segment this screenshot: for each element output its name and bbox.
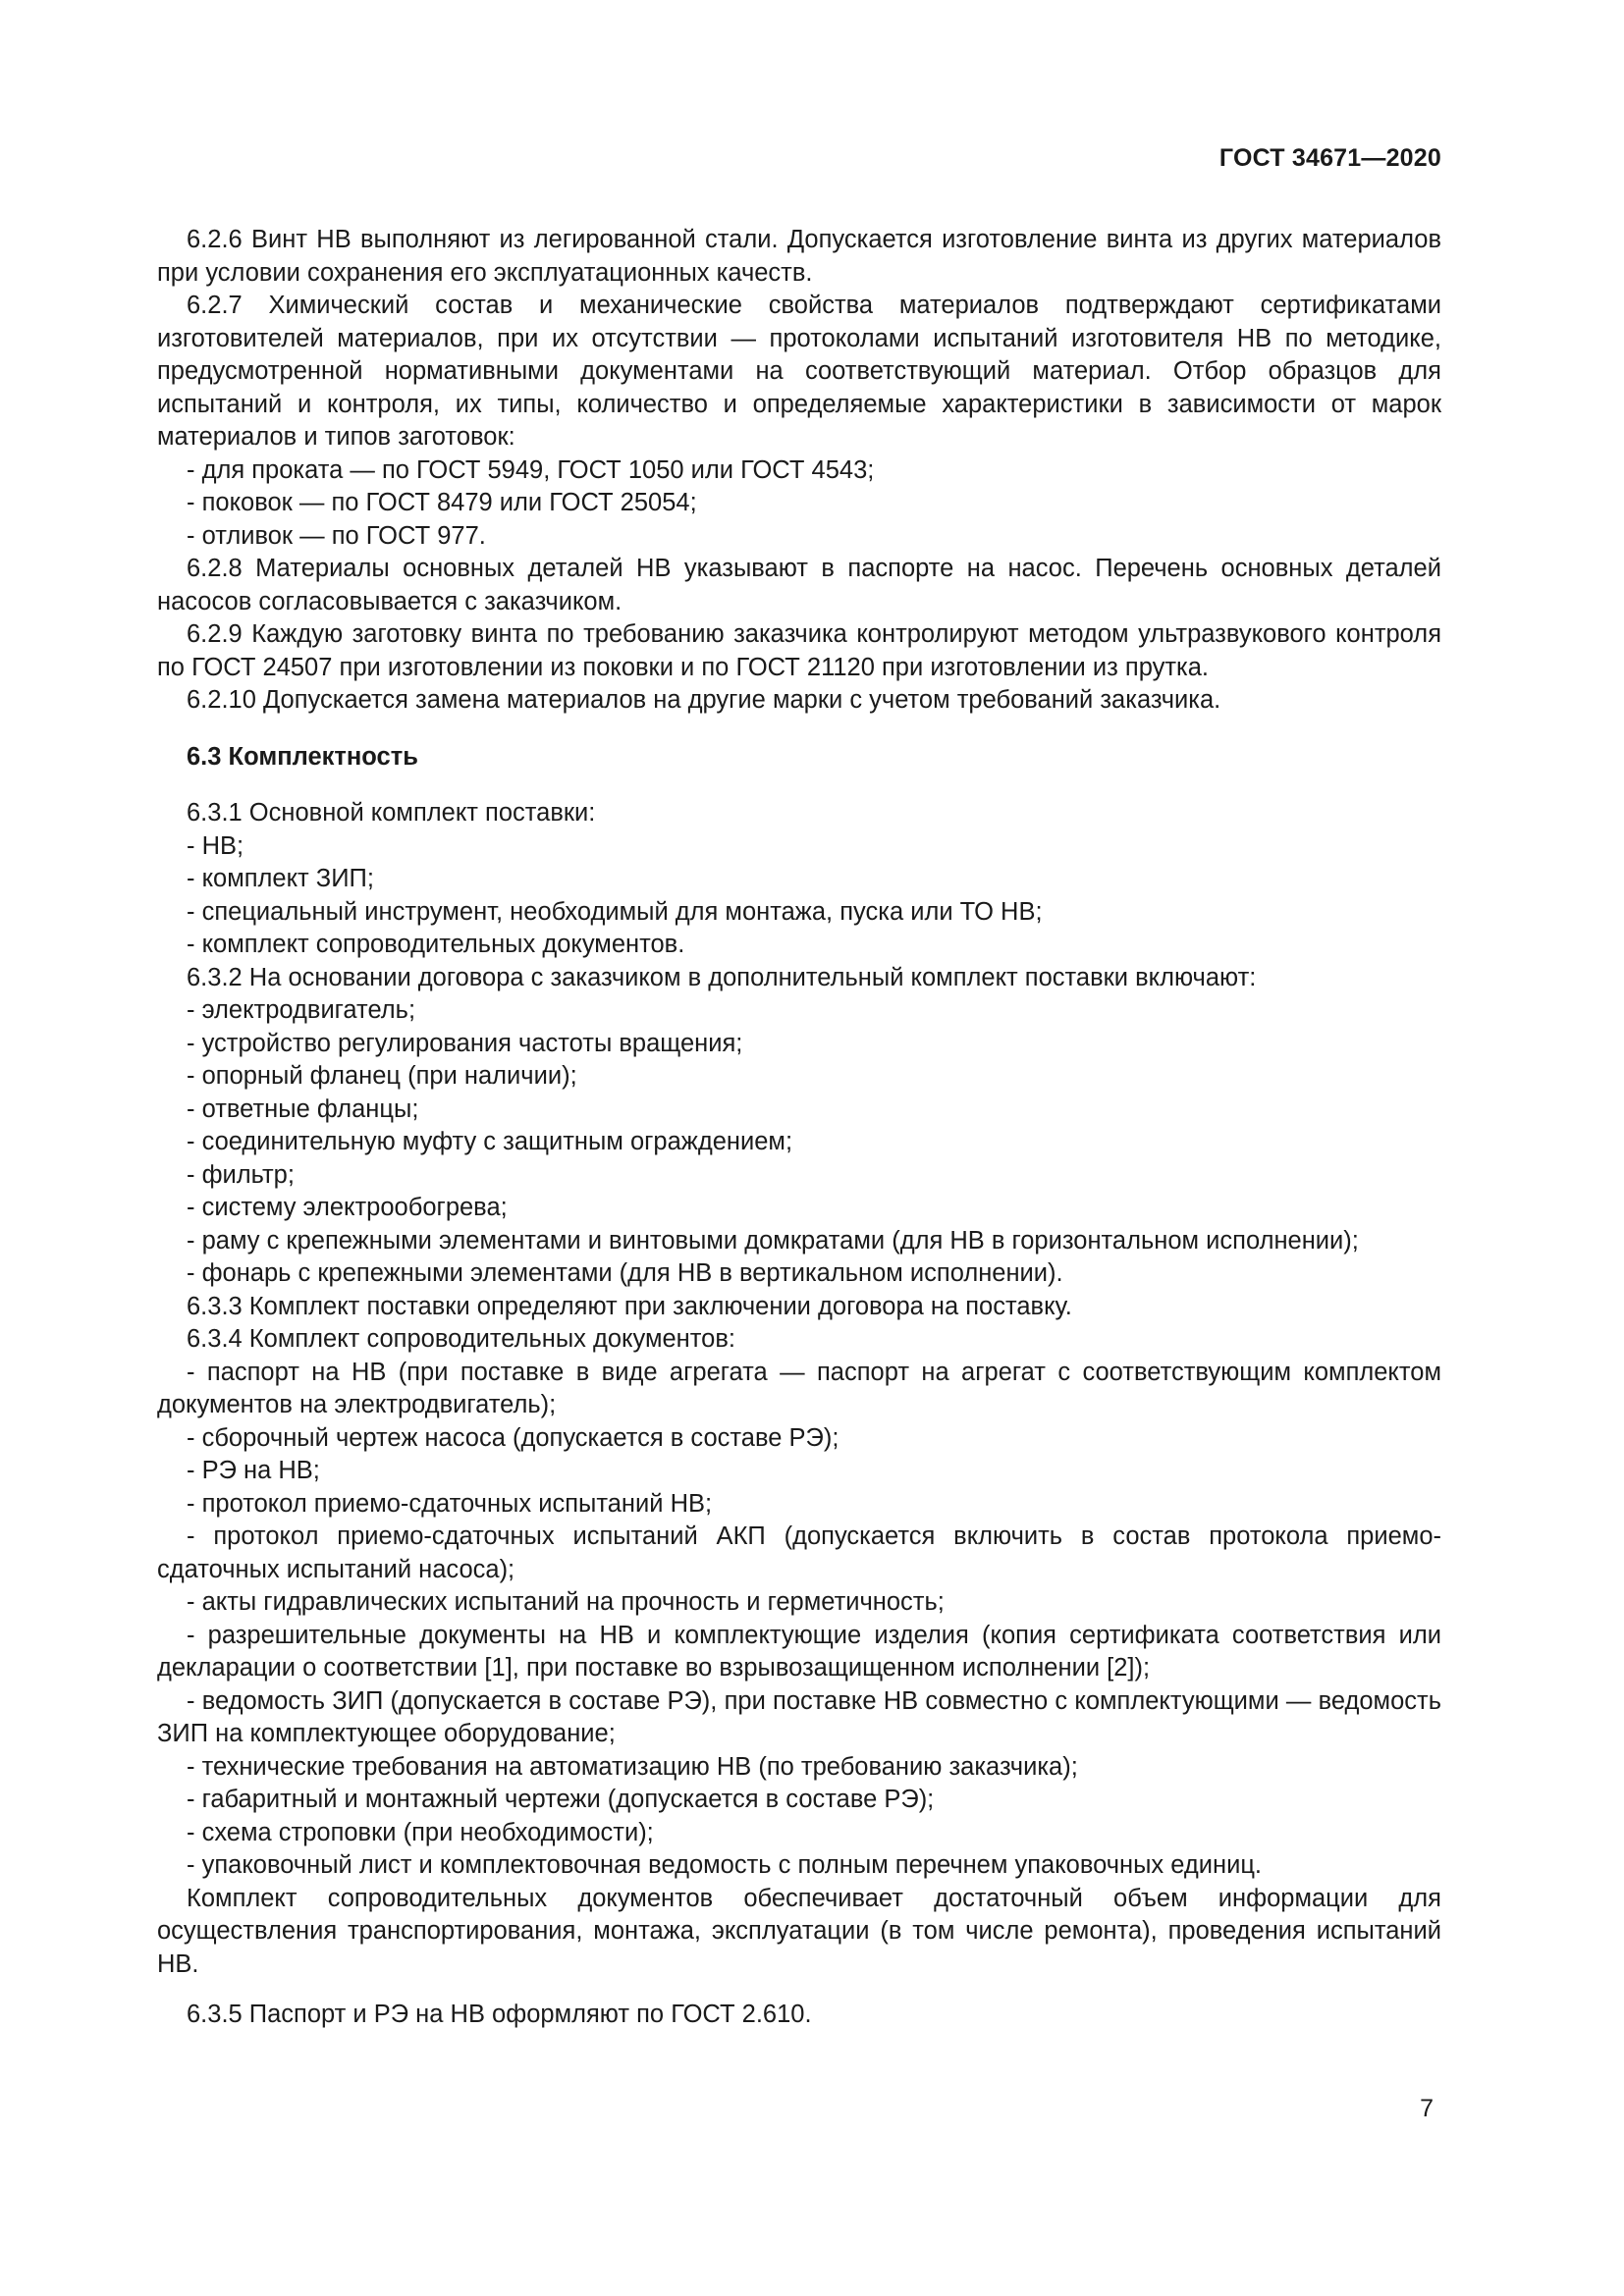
list-item: - НВ; xyxy=(187,831,244,860)
list-item: - фонарь с крепежными элементами (для НВ в вертикальном исполнении). xyxy=(187,1259,1063,1287)
list-item: - для проката — по ГОСТ 5949, ГОСТ 1050 или ГОСТ 4543; xyxy=(187,455,875,484)
paragraph-6-2-8: 6.2.8 Материалы основных деталей НВ указывают в паспорте на насос. Перечень основных деталей насосов согласовывается с заказчиком. xyxy=(157,555,1441,615)
list-item: - фильтр; xyxy=(187,1160,295,1189)
list-item: - устройство регулирования частоты вращения; xyxy=(187,1029,743,1057)
list-item: - отливок — по ГОСТ 977. xyxy=(187,521,486,550)
paragraph-6-3-5: 6.3.5 Паспорт и РЭ на НВ оформляют по ГОСТ 2.610. xyxy=(187,2001,812,2028)
list-item: - специальный инструмент, необходимый для монтажа, пуска или ТО НВ; xyxy=(187,897,1043,926)
list-item: - технические требования на автоматизацию НВ (по требованию заказчика); xyxy=(187,1752,1078,1781)
list-item: - комплект ЗИП; xyxy=(187,865,374,892)
list-item: - РЭ на НВ; xyxy=(187,1457,320,1484)
document-body xyxy=(157,224,1441,2032)
list-item: - упаковочный лист и комплектовочная ведомость с полным перечнем упаковочных единиц. xyxy=(187,1851,1263,1879)
paragraph-6-2-10: 6.2.10 Допускается замена материалов на другие марки с учетом требований заказчика. xyxy=(187,686,1221,714)
paragraph-6-2-6: 6.2.6 Винт НВ выполняют из легированной стали. Допускается изготовление винта из других материалов при условии сохранения его эксплуатационных качеств. xyxy=(157,226,1441,287)
paragraph-6-3-4: 6.3.4 Комплект сопроводительных документов: xyxy=(187,1325,735,1353)
list-item: - комплект сопроводительных документов. xyxy=(187,931,685,958)
list-item: - опорный фланец (при наличии); xyxy=(187,1062,577,1090)
list-item: - ответные фланцы; xyxy=(187,1095,419,1123)
list-item: - паспорт на НВ (при поставке в виде агрегата — паспорт на агрегат с соответствующим комплектом документов на электродвигатель); xyxy=(157,1358,1441,1418)
list-item: - акты гидравлических испытаний на прочность и герметичность; xyxy=(187,1588,945,1616)
section-heading-6-3: 6.3 Комплектность xyxy=(187,742,418,771)
list-item: - соединительную муфту с защитным ограждением; xyxy=(187,1128,793,1155)
list-item: - систему электрообогрева; xyxy=(187,1194,508,1221)
paragraph-6-3-1: 6.3.1 Основной комплект поставки: xyxy=(187,799,596,827)
page-number: 7 xyxy=(1420,2095,1434,2122)
paragraph-6-3-4-note: Комплект сопроводительных документов обеспечивает достаточный объем информации для осуществления транспортирования, монтажа, эксплуатации (в том числе ремонта), проведения испытаний НВ. xyxy=(157,1884,1441,1978)
list-item: - ведомость ЗИП (допускается в составе РЭ), при поставке НВ совместно с комплектующими — ведомость ЗИП на комплектующее оборудование; xyxy=(157,1686,1441,1747)
paragraph-6-2-9: 6.2.9 Каждую заготовку винта по требованию заказчика контролируют методом ультразвукового контроля по ГОСТ 24507 при изготовлении из поковки и по ГОСТ 21120 при изготовлении из прутка. xyxy=(157,620,1441,681)
paragraph-6-2-7: 6.2.7 Химический состав и механические свойства материалов подтверждают сертификатами изготовителей материалов, при их отсутствии — протоколами испытаний изготовителя НВ по методике, предусмотренной нормативными документами на соответствующий материал. Отбор образцов для испытаний и контроля, их типы, количество и определяемые характеристики в зависимости от марок материалов и типов заготовок: xyxy=(157,292,1441,451)
list-item: - разрешительные документы на НВ и комплектующие изделия (копия сертификата соответствия или декларации о соответствии [1], при поставке во взрывозащищенном исполнении [2]); xyxy=(157,1621,1441,1682)
list-item: - габаритный и монтажный чертежи (допускается в составе РЭ); xyxy=(187,1786,935,1813)
paragraph-6-3-2: 6.3.2 На основании договора с заказчиком в дополнительный комплект поставки включают: xyxy=(187,963,1257,991)
list-item: - протокол приемо-сдаточных испытаний НВ; xyxy=(187,1489,713,1518)
list-item: - протокол приемо-сдаточных испытаний АКП (допускается включить в состав протокола приемо-сдаточных испытаний насоса); xyxy=(157,1522,1441,1583)
list-item: - поковок — по ГОСТ 8479 или ГОСТ 25054; xyxy=(187,489,697,516)
document-id-header: ГОСТ 34671—2020 xyxy=(1218,144,1441,172)
paragraph-6-3-3: 6.3.3 Комплект поставки определяют при заключении договора на поставку. xyxy=(187,1292,1072,1320)
list-item: - раму с крепежными элементами и винтовыми домкратами (для НВ в горизонтальном исполнении); xyxy=(187,1226,1359,1255)
list-item: - электродвигатель; xyxy=(187,996,416,1024)
list-item: - сборочный чертеж насоса (допускается в составе РЭ); xyxy=(187,1423,839,1452)
list-item: - схема строповки (при необходимости); xyxy=(187,1818,654,1846)
